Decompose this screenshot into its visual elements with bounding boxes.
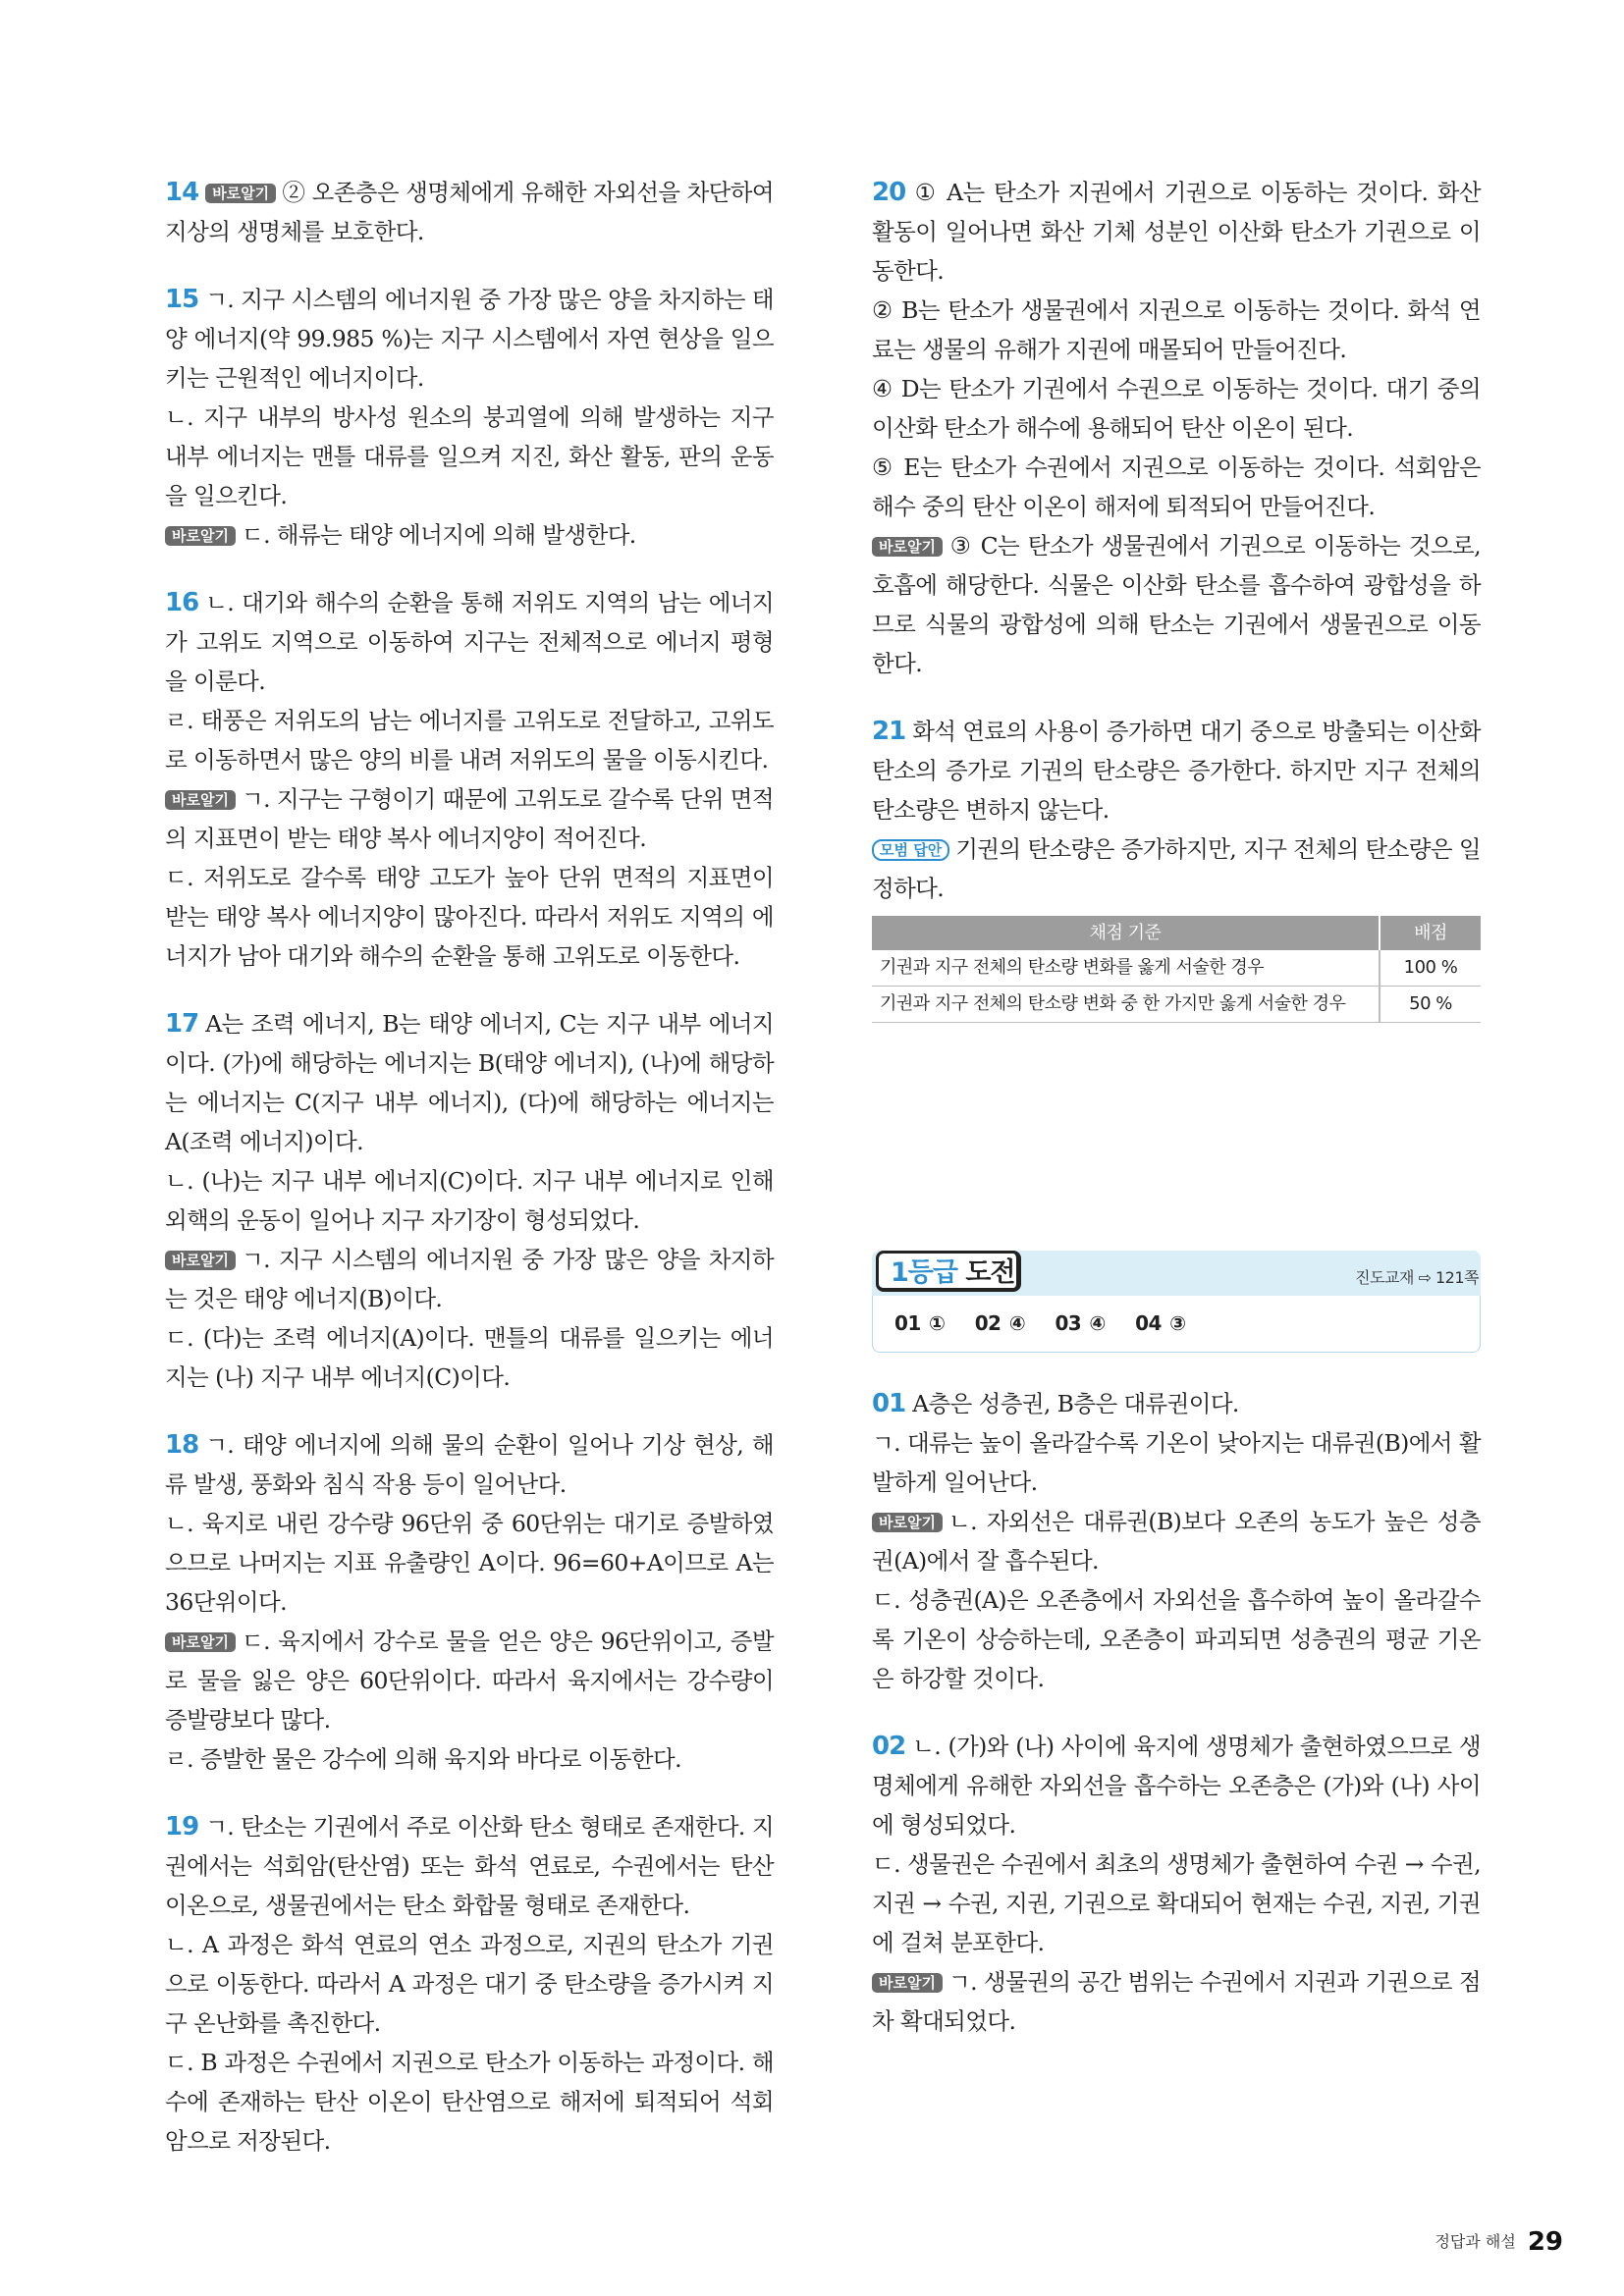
left-column xyxy=(165,173,774,2189)
question-number: 15 xyxy=(165,285,199,314)
question-number: 14 xyxy=(165,178,199,207)
answer-16-text-4: ㄷ. 저위도로 갈수록 태양 고도가 높아 단위 면적의 지표면이 받는 태양 복사 에너지양이 많아진다. 따라서 저위도 지역의 에너지가 남아 대기와 해수의 순환을 통해 고위도로 이동한다. xyxy=(165,864,774,970)
answer-17-text-2: ㄴ. (나)는 지구 내부 에너지(C)이다. 지구 내부 에너지로 인해 외핵의 운동이 일어나 지구 자기장이 형성되었다. xyxy=(165,1167,774,1234)
challenge-page-ref: 진도교재 ⇨ 121쪽 xyxy=(1355,1268,1479,1287)
answer-21-text-1 xyxy=(872,712,1481,829)
scoring-table-header xyxy=(872,916,1481,950)
challenge-02-text-1 xyxy=(872,1727,1481,1844)
answer-20-text-1 xyxy=(872,173,1481,291)
answer-18 xyxy=(165,1425,774,1779)
challenge-answer-02 xyxy=(872,1727,1481,2041)
answer-20-text-2: ② B는 탄소가 생물권에서 지권으로 이동하는 것이다. 화석 연료는 생물의 유해가 지권에 매몰되어 만들어진다. xyxy=(872,296,1481,363)
challenge-answer: 03 ④ xyxy=(1055,1311,1106,1335)
bareun-tag: 바로알기 xyxy=(165,1251,236,1270)
explanation-text: ㄴ. 자외선은 대류권(B)보다 오존의 농도가 높은 성층권(A)에서 잘 흡수된다. xyxy=(872,1508,1481,1575)
explanation-text: ㄱ. 생물권의 공간 범위는 수권에서 지권과 기권으로 점차 확대되었다. xyxy=(872,1968,1481,2035)
challenge-title-word: 도전 xyxy=(956,1257,1015,1288)
challenge-02-text-3 xyxy=(872,1962,1481,2041)
answer-16-text-2: ㄹ. 태풍은 저위도의 남는 에너지를 고위도로 전달하고, 고위도로 이동하면서 많은 양의 비를 내려 저위도의 물을 이동시킨다. xyxy=(165,707,774,774)
bareun-tag: 바로알기 xyxy=(872,1513,943,1532)
explanation-text: ③ C는 탄소가 생물권에서 기권으로 이동하는 것으로, 호흡에 해당한다. 식물은 이산화 탄소를 흡수하여 광합성을 하므로 식물의 광합성에 의해 탄소는 기권에서 생물권으로 이동한다. xyxy=(872,532,1481,677)
answer-18-text-3 xyxy=(165,1622,774,1739)
answer-14-text xyxy=(165,173,774,251)
challenge-01-text-1 xyxy=(872,1384,1481,1423)
right-column xyxy=(872,173,1481,2069)
points-header: 배점 xyxy=(1380,916,1481,950)
answer-15 xyxy=(165,280,774,555)
challenge-answer: 01 ① xyxy=(894,1311,946,1335)
bareun-tag: 바로알기 xyxy=(165,790,236,810)
criteria-cell: 기권과 지구 전체의 탄소량 변화를 옳게 서술한 경우 xyxy=(872,950,1380,987)
challenge-title xyxy=(876,1251,1021,1292)
table-row xyxy=(872,987,1481,1023)
challenge-answers xyxy=(872,1296,1481,1353)
challenge-01-text-4: ㄷ. 성층권(A)은 오존층에서 자외선을 흡수하여 높이 올라갈수록 기온이 상승하는데, 오존층이 파괴되면 성층권의 평균 기온은 하강할 것이다. xyxy=(872,1586,1481,1692)
answer-14 xyxy=(165,173,774,251)
bareun-tag: 바로알기 xyxy=(872,537,943,557)
answer-15-text-2: ㄴ. 지구 내부의 방사성 원소의 붕괴열에 의해 발생하는 지구 내부 에너지는 맨틀 대류를 일으켜 지진, 화산 활동, 판의 운동을 일으킨다. xyxy=(165,403,774,509)
answer-17-text-3 xyxy=(165,1240,774,1318)
challenge-answer: 04 ③ xyxy=(1135,1311,1186,1335)
answer-19-text-1 xyxy=(165,1807,774,1925)
explanation-text: ㄷ. 육지에서 강수로 물을 얻은 양은 96단위이고, 증발로 물을 잃은 양은 60단위이다. 따라서 육지에서는 강수량이 증발량보다 많다. xyxy=(165,1628,774,1734)
explanation-text: ㄷ. 해류는 태양 에너지에 의해 발생한다. xyxy=(241,521,636,549)
explanation-text: A층은 성층권, B층은 대류권이다. xyxy=(912,1390,1239,1417)
question-number: 16 xyxy=(165,588,199,617)
question-number: 19 xyxy=(165,1812,199,1842)
bareun-tag: 바로알기 xyxy=(165,1632,236,1652)
answer-16-text-1 xyxy=(165,583,774,701)
answer-19-text-2: ㄴ. A 과정은 화석 연료의 연소 과정으로, 지권의 탄소가 기권으로 이동한다. 따라서 A 과정은 대기 중 탄소량을 증가시켜 지구 온난화를 촉진한다. xyxy=(165,1931,774,2037)
explanation-text: ① A는 탄소가 지권에서 기권으로 이동하는 것이다. 화산 활동이 일어나면 화산 기체 성분인 이산화 탄소가 기권으로 이동한다. xyxy=(872,179,1481,285)
points-cell: 50 % xyxy=(1380,987,1481,1023)
answer-18-text-1 xyxy=(165,1425,774,1504)
footer-section-title: 정답과 해설 xyxy=(1435,2232,1516,2251)
answer-19-text-3: ㄷ. B 과정은 수권에서 지권으로 탄소가 이동하는 과정이다. 해수에 존재하는 탄산 이온이 탄산염으로 해저에 퇴적되어 석회암으로 저장된다. xyxy=(165,2049,774,2155)
points-cell: 100 % xyxy=(1380,950,1481,987)
answer-15-text-3 xyxy=(165,515,774,555)
challenge-01-text-3 xyxy=(872,1502,1481,1580)
explanation-text: ㄴ. 대기와 해수의 순환을 통해 저위도 지역의 남는 에너지가 고위도 지역으로 이동하여 지구는 전체적으로 에너지 평형을 이룬다. xyxy=(165,589,774,695)
answer-18-text-4: ㄹ. 증발한 물은 강수에 의해 육지와 바다로 이동한다. xyxy=(165,1745,681,1773)
explanation-text: ㄱ. 태양 에너지에 의해 물의 순환이 일어나 기상 현상, 해류 발생, 풍화와 침식 작용 등이 일어난다. xyxy=(165,1431,774,1498)
bareun-tag: 바로알기 xyxy=(205,184,276,203)
answer-15-text-1 xyxy=(165,280,774,398)
answer-20 xyxy=(872,173,1481,683)
answer-20-text-5 xyxy=(872,526,1481,683)
answer-17 xyxy=(165,1004,774,1397)
explanation-text: ㄴ. (가)와 (나) 사이에 육지에 생명체가 출현하였으므로 생명체에게 유해한 자외선을 흡수하는 오존층은 (가)와 (나) 사이에 형성되었다. xyxy=(872,1733,1481,1839)
question-number: 21 xyxy=(872,717,906,746)
bareun-tag: 바로알기 xyxy=(872,1973,943,1993)
explanation-text: 기권의 탄소량은 증가하지만, 지구 전체의 탄소량은 일정하다. xyxy=(872,835,1481,902)
challenge-02-text-2: ㄷ. 생물권은 수권에서 최초의 생명체가 출현하여 수권 → 수권, 지권 → 수권, 지권, 기권으로 확대되어 현재는 수권, 지권, 기권에 걸쳐 분포한다. xyxy=(872,1850,1481,1956)
table-row xyxy=(872,950,1481,987)
question-number: 02 xyxy=(872,1732,906,1761)
question-number: 20 xyxy=(872,178,906,207)
answer-16 xyxy=(165,583,774,976)
answer-17-text-1 xyxy=(165,1004,774,1161)
page-footer xyxy=(1435,2227,1563,2257)
explanation-text: ② 오존층은 생명체에게 유해한 자외선을 차단하여 지상의 생명체를 보호한다. xyxy=(165,179,774,245)
page-number: 29 xyxy=(1527,2227,1563,2257)
challenge-answer: 02 ④ xyxy=(974,1311,1026,1335)
answer-21 xyxy=(872,712,1481,1023)
answer-20-text-4: ⑤ E는 탄소가 수권에서 지권으로 이동하는 것이다. 석회암은 해수 중의 탄산 이온이 해저에 퇴적되어 만들어진다. xyxy=(872,454,1481,520)
answer-17-text-4: ㄷ. (다)는 조력 에너지(A)이다. 맨틀의 대류를 일으키는 에너지는 (나) 지구 내부 에너지(C)이다. xyxy=(165,1324,774,1391)
criteria-cell: 기권과 지구 전체의 탄소량 변화 중 한 가지만 옳게 서술한 경우 xyxy=(872,987,1380,1023)
answer-21-model-answer xyxy=(872,829,1481,908)
scoring-table xyxy=(872,916,1481,1023)
explanation-text: ㄱ. 지구 시스템의 에너지원 중 가장 많은 양을 차지하는 것은 태양 에너지(B)이다. xyxy=(165,1246,774,1312)
question-number: 18 xyxy=(165,1430,199,1460)
answer-20-text-3: ④ D는 탄소가 기권에서 수권으로 이동하는 것이다. 대기 중의 이산화 탄소가 해수에 용해되어 탄산 이온이 된다. xyxy=(872,375,1481,442)
explanation-text: A는 조력 에너지, B는 태양 에너지, C는 지구 내부 에너지이다. (가)에 해당하는 에너지는 B(태양 에너지), (나)에 해당하는 에너지는 C(지구 내부 에너지), (다)에 해당하는 에너지는 A(조력 에너지)이다. xyxy=(165,1010,774,1155)
answer-18-text-2: ㄴ. 육지로 내린 강수량 96단위 중 60단위는 대기로 증발하였으므로 나머지는 지표 유출량인 A이다. 96=60+A이므로 A는 36단위이다. xyxy=(165,1510,774,1616)
bareun-tag: 바로알기 xyxy=(165,526,236,546)
explanation-text: ㄱ. 탄소는 기권에서 주로 이산화 탄소 형태로 존재한다. 지권에서는 석회암(탄산염) 또는 화석 연료로, 수권에서는 탄산 이온으로, 생물권에서는 탄소 화합물 형태로 존재한다. xyxy=(165,1813,774,1919)
challenge-title-grade: 1등급 xyxy=(891,1257,957,1288)
answer-16-text-3 xyxy=(165,779,774,858)
question-number: 01 xyxy=(872,1389,906,1418)
explanation-text: ㄱ. 지구는 구형이기 때문에 고위도로 갈수록 단위 면적의 지표면이 받는 태양 복사 에너지양이 적어진다. xyxy=(165,785,774,852)
explanation-text: ㄱ. 지구 시스템의 에너지원 중 가장 많은 양을 차지하는 태양 에너지(약 99.985 %)는 지구 시스템에서 자연 현상을 일으키는 근원적인 에너지이다. xyxy=(165,286,774,392)
answer-19 xyxy=(165,1807,774,2161)
challenge-answer-01 xyxy=(872,1384,1481,1698)
criteria-header: 채점 기준 xyxy=(872,916,1380,950)
challenge-box xyxy=(872,1251,1481,1361)
explanation-text: 화석 연료의 사용이 증가하면 대기 중으로 방출되는 이산화 탄소의 증가로 기권의 탄소량은 증가한다. 하지만 지구 전체의 탄소량은 변하지 않는다. xyxy=(872,718,1481,824)
challenge-01-text-2: ㄱ. 대류는 높이 올라갈수록 기온이 낮아지는 대류권(B)에서 활발하게 일어난다. xyxy=(872,1429,1481,1496)
question-number: 17 xyxy=(165,1009,199,1039)
model-answer-tag: 모범 답안 xyxy=(872,839,949,861)
